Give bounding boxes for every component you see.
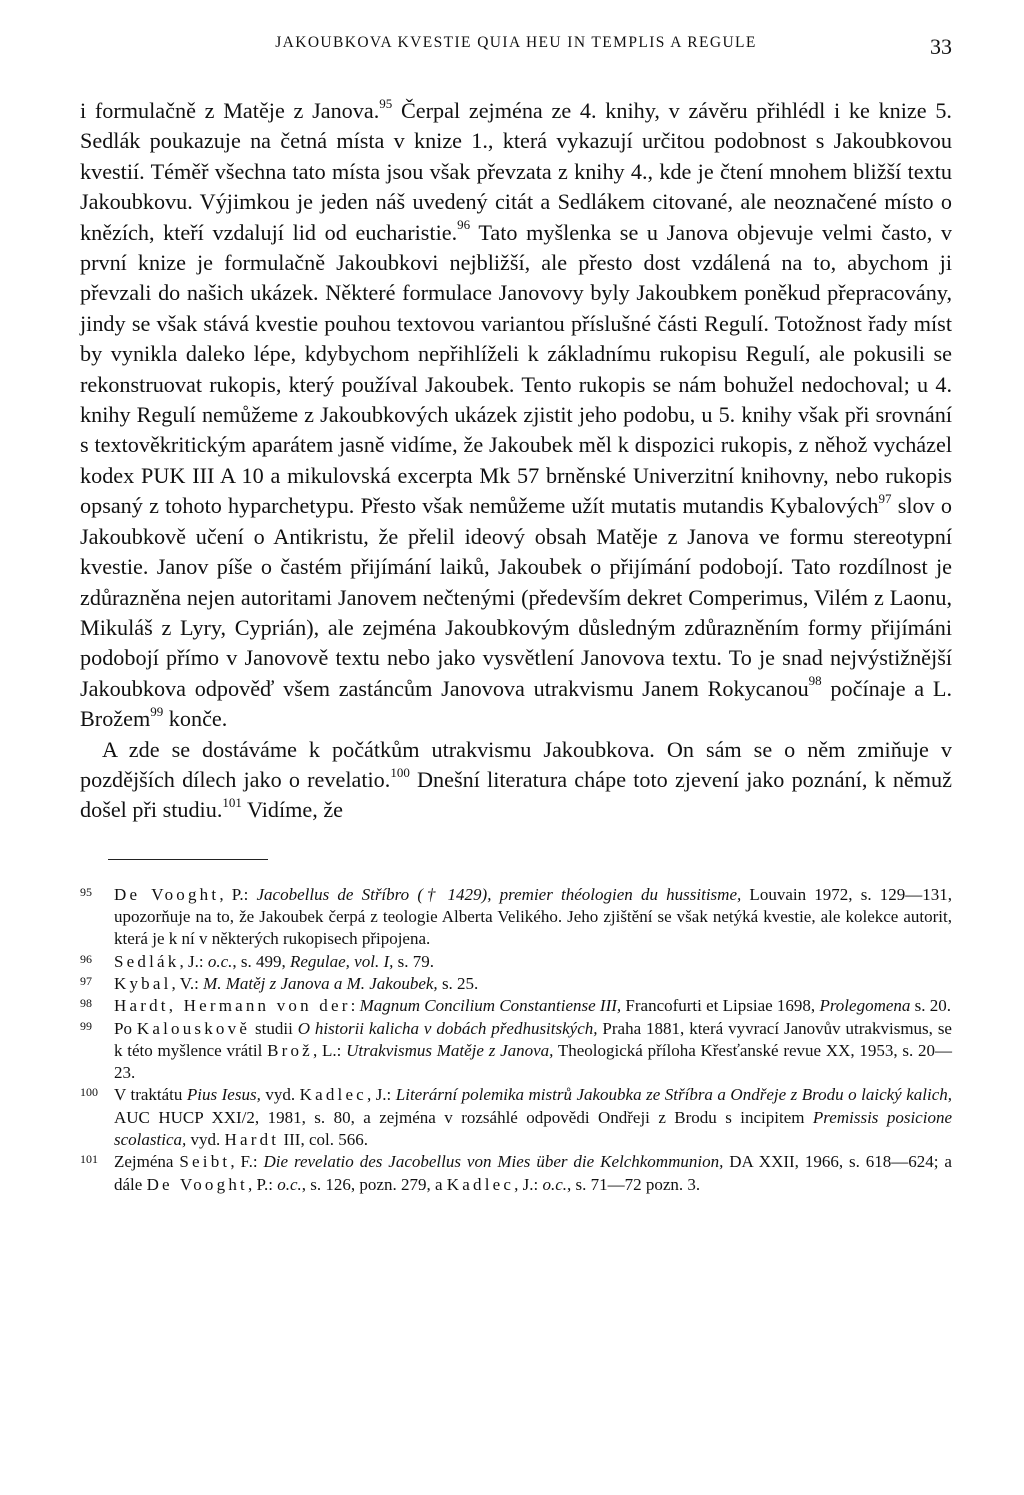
text-run: , V.:	[171, 973, 204, 993]
footnote-divider	[108, 859, 268, 860]
book-page	[80, 30, 952, 1196]
paragraph-2	[80, 735, 952, 826]
text-run: , s. 71—72 pozn. 3.	[567, 1174, 701, 1194]
text-run: De Vooght	[146, 1174, 248, 1194]
footnote-number: 100	[80, 1085, 98, 1100]
text-run: Louvain 1972, s. 129—131, upozorňuje na to, že Jakoubek čerpá z teologie Alberta Velikého. Jeho zjištění se však netýká kvestie, ale kolekce autorit, která je k ní v některých rukopisech připojena.	[114, 884, 953, 949]
footnote-title: Magnum Concilium Constantiense III,	[359, 996, 622, 1016]
footnote-number: 99	[80, 1018, 92, 1033]
text-run: konče.	[163, 706, 228, 732]
text-run: Theologická příloha Křesťanské revue XX, 1953, s. 20—23.	[114, 1040, 952, 1083]
text-run: i formulačně z Matěje z Janova.	[80, 98, 380, 123]
text-run: vyd.	[260, 1085, 300, 1105]
text-run: , J.:	[366, 1085, 396, 1105]
footnote-95	[80, 884, 952, 951]
text-run: AUC HUCP XXI/2, 1981, s. 80, a zejména v rozsáhlé odpovědi Ondřeji z Brodu s incipitem	[114, 1107, 813, 1127]
footnote-author: De Vooght	[114, 884, 220, 904]
text-run: Prolegomena	[819, 996, 911, 1016]
text-run: Brož	[267, 1040, 313, 1060]
text-run: , P.:	[219, 884, 257, 904]
text-run: s. 20.	[910, 996, 952, 1016]
main-text	[80, 96, 952, 826]
text-run: s. 25.	[437, 973, 479, 993]
text-run: Kadlec	[446, 1174, 515, 1194]
text-run: Utrakvismus Matěje z Janova,	[346, 1040, 554, 1060]
footnotes	[80, 884, 952, 1196]
text-run: DA XXII, 1966, s. 618—624; a dále	[114, 1152, 952, 1194]
text-run: A zde se dostáváme k počátkům utrakvismu Jakoubkova. On sám se o něm zmiňuje v pozdějších dílech jako o revelatio.	[80, 736, 952, 792]
text-run: studii	[250, 1018, 298, 1038]
text-run: Po	[114, 1018, 137, 1038]
page-number: 33	[930, 34, 952, 59]
text-run: Tato myšlenka se u Janova objevuje velmi často, v první knize je formulačně Jakoubkovi nejbližší, ale přesto dost vzdálená na to, abychom ji převzali do našich ukázek. Některé formulace Janovovy byly Jakoubkem poněkud přepracovány, jindy se však stává kvestie pouhou textovou variantou příslušné části Regulí. Totožnost řady míst by vynikla daleko lépe, kdybychom nepřihlíželi k základnímu rukopisu Regulí, ale pokusili se rekonstruovat rukopis, který používal Jakoubek. Tento rukopis se nám bohužel nedochoval; u 4. knihy Regulí nemůžeme z Jakoubkových ukázek zjistit jeho podobu, u 5. knihy však při srovnání s textověkritickým aparátem jasně vidíme, že Jakoubek měl k dispozici rukopis, z něhož vycházel kodex PUK III A 10 a mikulovská excerpta Mk 57 brněnské Univerzitní knihovny, nebo rukopis opsaný z tohoto hyparchetypu. Přesto však nemůžeme užít mutatis mutandis Kybalových	[80, 219, 953, 519]
text-run: Francofurti et Lipsiae 1698,	[621, 996, 820, 1016]
text-run: , J.:	[179, 951, 208, 971]
text-run: Premissis posicione scolastica,	[114, 1107, 952, 1150]
text-run: počínaje a L. Brožem	[80, 675, 952, 732]
text-run: slov o Jakoubkově učení o Antikristu, že přelil ideový obsah Matěje z Janova ve formu stereotypní kvestie. Janov píše o častém přijímání laiků, Jakoubek o přijímání podobojí. Tato rozdílnost je zdůrazněna nejen autoritami Janovem nečtenými (především dekret Comperimus, Vilém z Laonu, Mikuláš z Lyry, Cyprián), ale zejména Jakoubkovým důsledným zdůrazněním formy přijímáni podobojí přímo v Janovově textu nebo jako vysvětlení Janovova textu. To je snad nejvýstižnější Jakoubkova odpověď všem zastáncům Janovova utrakvismu Janem Rokycanou	[80, 493, 952, 701]
footnote-96	[80, 951, 952, 973]
footnote-number: 98	[80, 996, 92, 1011]
text-run: , P.:	[247, 1174, 278, 1194]
text-run: , L.:	[312, 1040, 347, 1060]
text-run: III, col. 566.	[279, 1130, 368, 1150]
text-run: vyd.	[186, 1130, 225, 1150]
footnote-ref-99: 99	[150, 703, 164, 719]
text-run: o.c.	[277, 1174, 302, 1194]
footnote-author: Kadlec	[299, 1085, 367, 1105]
footnote-title: M. Matěj z Janova a M. Jakoubek,	[203, 973, 438, 993]
footnote-title: Regulae, vol. I,	[289, 951, 394, 971]
footnote-title: Jacobellus de Stříbro († 1429), premier théologien du hussitisme,	[256, 884, 742, 904]
footnote-98	[80, 995, 952, 1017]
running-header	[80, 30, 952, 64]
paragraph-1	[80, 96, 952, 735]
footnote-ref-98: 98	[808, 673, 822, 689]
footnote-author: Hardt, Hermann von der	[114, 996, 351, 1016]
footnote-number: 101	[80, 1152, 98, 1167]
text-run: o.c.	[207, 951, 233, 971]
text-run: Praha 1881, která vyvrací Janovův utrakvismus, se k této myšlence vrátil	[114, 1018, 952, 1060]
text-run: V traktátu	[114, 1085, 187, 1105]
text-run: s. 79.	[393, 951, 434, 971]
text-run: Zejména	[114, 1152, 180, 1172]
text-run: , F.:	[230, 1152, 264, 1172]
footnote-ref-100: 100	[390, 764, 410, 780]
footnote-101	[80, 1151, 952, 1196]
footnote-title: Die revelatio des Jacobellus von Mies über die Kelchkommunion,	[263, 1152, 724, 1172]
text-run: Dnešní literatura chápe toto zjevení jako poznání, k němuž došel při studiu.	[80, 766, 952, 823]
footnote-number: 97	[80, 973, 92, 988]
footnote-title: O historii kalicha v dobách předhusitských,	[297, 1018, 598, 1038]
footnote-ref-96: 96	[457, 217, 471, 233]
text-run: Čerpal zejména ze 4. knihy, v závěru přihlédl i ke knize 5. Sedlák poukazuje na četná místa v knize 1., která vykazují určitou podobnost s Jakoubkovou kvestií. Téměř všechna tato místa jsou však převzata z knihy 4., kde je čtení mnohem bližší textu Jakoubkovu. Výjimkou je jeden náš uvedený citát a Sedlákem citované, ale neoznačené místo o knězích, kteří vzdalují lid od eucharistie.	[80, 98, 952, 245]
text-run: Vidíme, že	[241, 797, 344, 823]
footnote-100	[80, 1084, 952, 1151]
footnote-author: Kybal	[114, 973, 172, 993]
footnote-number: 95	[80, 884, 92, 899]
text-run: Hardt	[224, 1130, 280, 1150]
footnote-author: Seibt	[179, 1152, 231, 1172]
footnote-ref-97: 97	[878, 490, 892, 506]
footnote-97	[80, 973, 952, 995]
text-run: :	[350, 996, 360, 1016]
running-title: JAKOUBKOVA KVESTIE QUIA HEU IN TEMPLIS A REGULE	[275, 34, 757, 51]
text-run: Literární polemika mistrů Jakoubka ze Stříbra a Ondřeje z Brodu o laický kalich,	[395, 1085, 952, 1105]
footnote-author: Kalouskově	[136, 1018, 251, 1038]
footnote-ref-101: 101	[222, 794, 242, 810]
text-run: o.c.	[542, 1174, 567, 1194]
footnote-99	[80, 1018, 952, 1085]
footnote-author: Sedlák	[114, 951, 180, 971]
footnote-ref-95: 95	[379, 95, 393, 111]
text-run: , s. 499,	[232, 951, 290, 971]
text-run: , J.:	[514, 1174, 543, 1194]
text-run: , s. 126, pozn. 279, a	[301, 1174, 447, 1194]
footnote-title: Pius Iesus,	[186, 1085, 261, 1105]
footnote-number: 96	[80, 951, 92, 966]
